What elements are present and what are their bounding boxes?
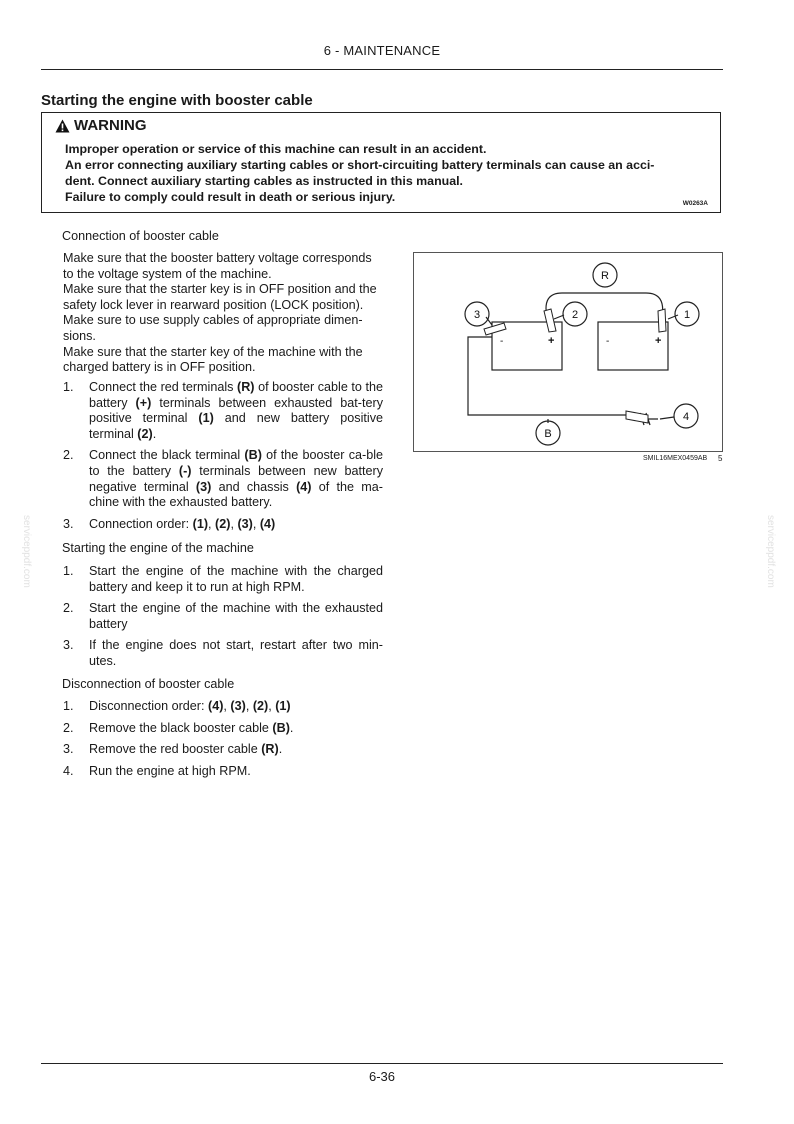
step-text: Connection order: (1), (2), (3), (4) <box>89 516 276 531</box>
leader-2 <box>554 315 564 319</box>
list-item <box>63 764 383 780</box>
clamp-2 <box>544 309 556 332</box>
step-text: Start the engine of the machine with the exhausted battery <box>89 601 383 631</box>
booster-cable-diagram <box>413 252 723 452</box>
intro-line: sions. <box>63 328 96 343</box>
list-item <box>63 448 383 510</box>
step-text: Remove the red booster cable (R). <box>89 742 283 757</box>
callout-4-label: 4 <box>682 411 690 423</box>
warning-box <box>41 112 721 213</box>
disconnection-steps <box>63 699 383 779</box>
step-number: 1. <box>63 564 74 578</box>
running-header: 6 - MAINTENANCE <box>323 43 441 58</box>
diagram-svg <box>414 253 722 451</box>
callout-b-label: B <box>544 428 552 440</box>
step-number: 1. <box>63 380 74 394</box>
warning-line: dent. Connect auxiliary starting cables as instructed in this manual. <box>65 174 463 188</box>
intro-line: to the voltage system of the machine. <box>63 266 272 281</box>
intro-line: Make sure that the booster battery voltage corresponds <box>63 251 372 265</box>
list-item <box>63 601 383 632</box>
warning-text <box>65 141 705 205</box>
intro-line: charged battery is in OFF position. <box>63 360 256 375</box>
figure-code: SMIL16MEX0459AB <box>643 455 708 462</box>
step-text: Start the engine of the machine with the charged battery and keep it to run at high RPM. <box>89 564 383 594</box>
intro-line: Make sure that the starter key is in OFF position and the <box>63 282 377 297</box>
list-item <box>63 721 383 737</box>
intro-line: Make sure that the starter key of the machine with the <box>63 344 363 359</box>
page-number: 6-36 <box>368 1069 396 1084</box>
intro-line: safety lock lever in rearward position (LOCK position). <box>63 297 364 312</box>
list-item <box>63 380 383 442</box>
warning-title <box>55 117 147 134</box>
connection-heading: Connection of booster cable <box>62 229 219 243</box>
step-text: Disconnection order: (4), (3), (2), (1) <box>89 699 291 713</box>
step-number: 2. <box>63 720 74 735</box>
step-number: 3. <box>63 742 74 757</box>
callout-r-label: R <box>601 270 609 282</box>
terminal-neg-charged: - <box>606 336 610 347</box>
black-cable-b <box>468 337 632 415</box>
list-item <box>63 564 383 595</box>
step-text: If the engine does not start, restart after two min-utes. <box>89 638 383 668</box>
footer-rule <box>41 1063 723 1064</box>
step-text: Remove the black booster cable (B). <box>89 720 294 735</box>
list-item <box>63 638 383 669</box>
disconnection-heading: Disconnection of booster cable <box>62 677 235 691</box>
callout-1-label: 1 <box>683 309 691 321</box>
terminal-neg-exhausted: - <box>500 336 504 347</box>
warning-triangle-icon <box>55 119 70 133</box>
step-number: 4. <box>63 763 74 778</box>
step-text: Connect the black terminal (B) of the booster ca-ble to the battery (-) terminals between new battery negative terminal (3) and chassis (4) of the ma-chine with the exhausted battery. <box>89 448 383 510</box>
warning-title-text: WARNING <box>74 117 147 134</box>
warning-line: Failure to comply could result in death or serious injury. <box>65 190 396 204</box>
intro-line: Make sure to use supply cables of appropriate dimen- <box>63 313 363 328</box>
header-rule <box>41 69 723 70</box>
watermark-right: serviceppdf.com <box>765 515 776 588</box>
starting-steps <box>63 564 383 670</box>
callout-2-label: 2 <box>571 309 579 321</box>
terminal-pos-charged: + <box>655 335 662 347</box>
list-item <box>63 742 383 758</box>
step-text: Run the engine at high RPM. <box>89 763 251 778</box>
starting-heading: Starting the engine of the machine <box>62 541 254 555</box>
step-number: 2. <box>63 601 74 616</box>
figure-number: 5 <box>718 454 723 463</box>
warning-line: An error connecting auxiliary starting cables or short-circuiting battery terminals can cause an acci- <box>65 158 655 172</box>
step-text: Connect the red terminals (R) of booster cable to the battery (+) terminals between exhausted bat-tery positive terminal (1) and new battery positive terminal (2). <box>89 380 384 441</box>
clamp-1 <box>658 309 666 332</box>
clamp-4 <box>626 411 648 423</box>
step-number: 3. <box>63 638 74 653</box>
list-item <box>63 517 383 533</box>
step-number: 2. <box>63 448 74 463</box>
section-title: Starting the engine with booster cable <box>41 92 313 109</box>
watermark-left: serviceppdf.com <box>21 515 32 588</box>
list-item <box>63 699 383 715</box>
warning-line: Improper operation or service of this machine can result in an accident. <box>65 142 487 156</box>
connection-intro <box>63 251 383 376</box>
step-number: 3. <box>63 516 74 531</box>
leader-4 <box>660 417 674 419</box>
callout-3-label: 3 <box>473 309 481 321</box>
connection-steps <box>63 380 383 532</box>
terminal-pos-exhausted: + <box>548 335 555 347</box>
step-number: 1. <box>63 699 74 713</box>
warning-code: W0263A <box>682 200 708 207</box>
leader-1 <box>668 315 678 319</box>
clamp-3 <box>484 323 506 335</box>
